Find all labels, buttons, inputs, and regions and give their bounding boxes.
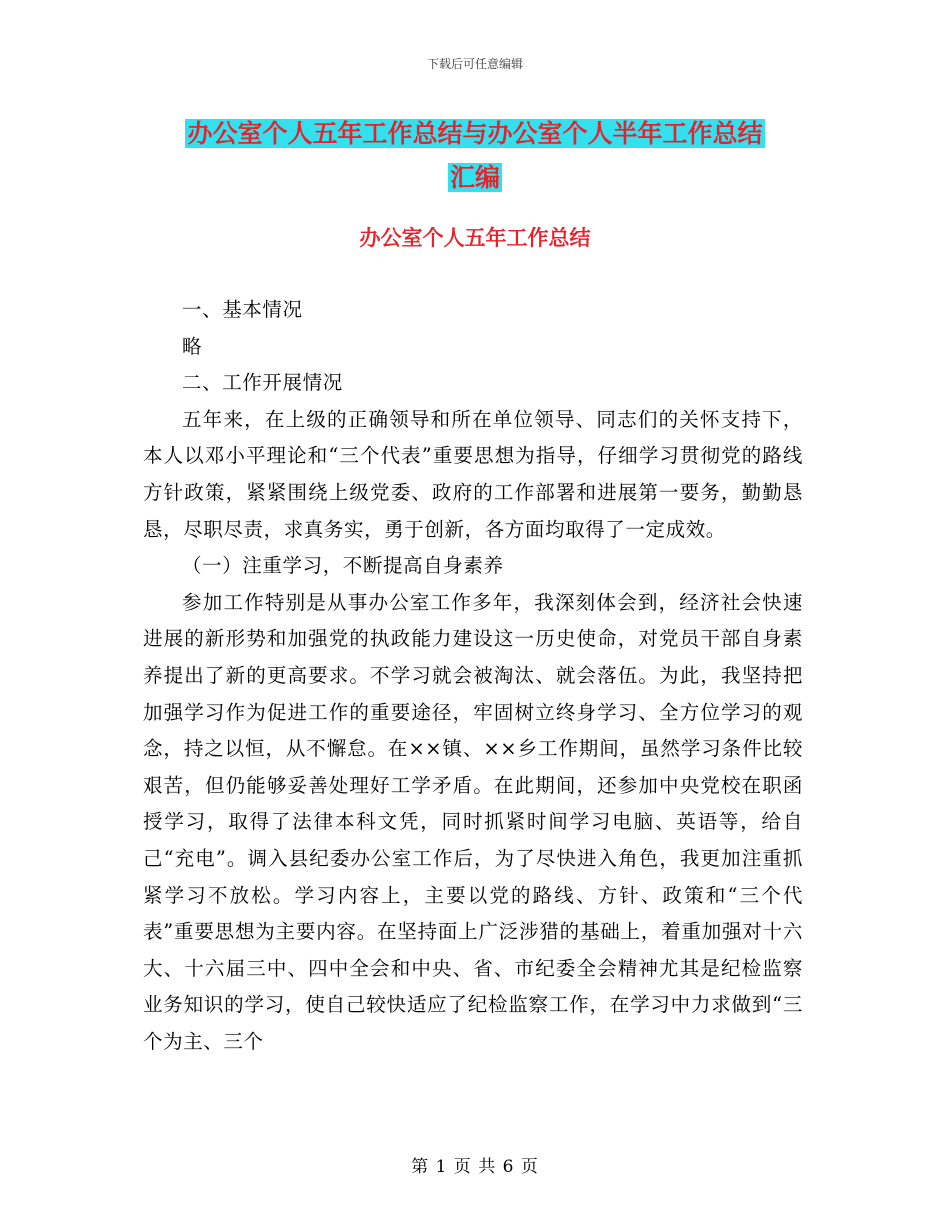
body-text <box>143 292 803 1060</box>
paragraph-basic-situation-heading: 一、基本情况 <box>182 298 303 321</box>
header-note: 下载后可任意编辑 <box>426 57 523 71</box>
paragraph-study-detail: 参加工作特别是从事办公室工作多年，我深刻体会到，经济社会快速进展的新形势和加强党的执政能力建设这一历史使命，对党员干部自身素养提出了新的更高要求。不学习就会被淘汰、就会落伍。为此，我坚持把加强学习作为促进工作的重要途径，牢固树立终身学习、全方位学习的观念，持之以恒，从不懈怠。在××镇、××乡工作期间，虽然学习条件比较艰苦，但仍能够妥善处理好工学矛盾。在此期间，还参加中央党校在职函授学习，取得了法律本科文凭，同时抓紧时间学习电脑、英语等，给自己“充电”。调入县纪委办公室工作后，为了尽快进入角色，我更加注重抓紧学习不放松。学习内容上，主要以党的路线、方针、政策和“三个代表”重要思想为主要内容。在坚持面上广泛涉猎的基础上，着重加强对十六大、十六届三中、四中全会和中央、省、市纪委全会精神尤其是纪检监察业务知识的学习，使自己较快适应了纪检监察工作，在学习中力求做到“三个为主、三个 <box>143 590 803 1053</box>
section-title: 办公室个人五年工作总结 <box>359 226 591 250</box>
document-title <box>0 112 950 200</box>
page-footer: 第 1 页 共 6 页 <box>411 1157 539 1177</box>
document-title-line-2: 汇编 <box>449 163 500 192</box>
paragraph-work-heading: 二、工作开展情况 <box>182 371 343 395</box>
paragraph-omitted: 略 <box>182 334 203 358</box>
paragraph-subheading-study: （一）注重学习，不断提高自身素养 <box>182 554 504 578</box>
document-title-line-1: 办公室个人五年工作总结与办公室个人半年工作总结 <box>187 119 763 148</box>
paragraph-five-years: 五年来，在上级的正确领导和所在单位领导、同志们的关怀支持下，本人以邓小平理论和“三个代表”重要思想为指导，仔细学习贯彻党的路线方针政策，紧紧围绕上级党委、政府的工作部署和进展第一要务，勤勤恳恳，尽职尽责，求真务实，勇于创新，各方面均取得了一定成效。 <box>143 407 803 541</box>
